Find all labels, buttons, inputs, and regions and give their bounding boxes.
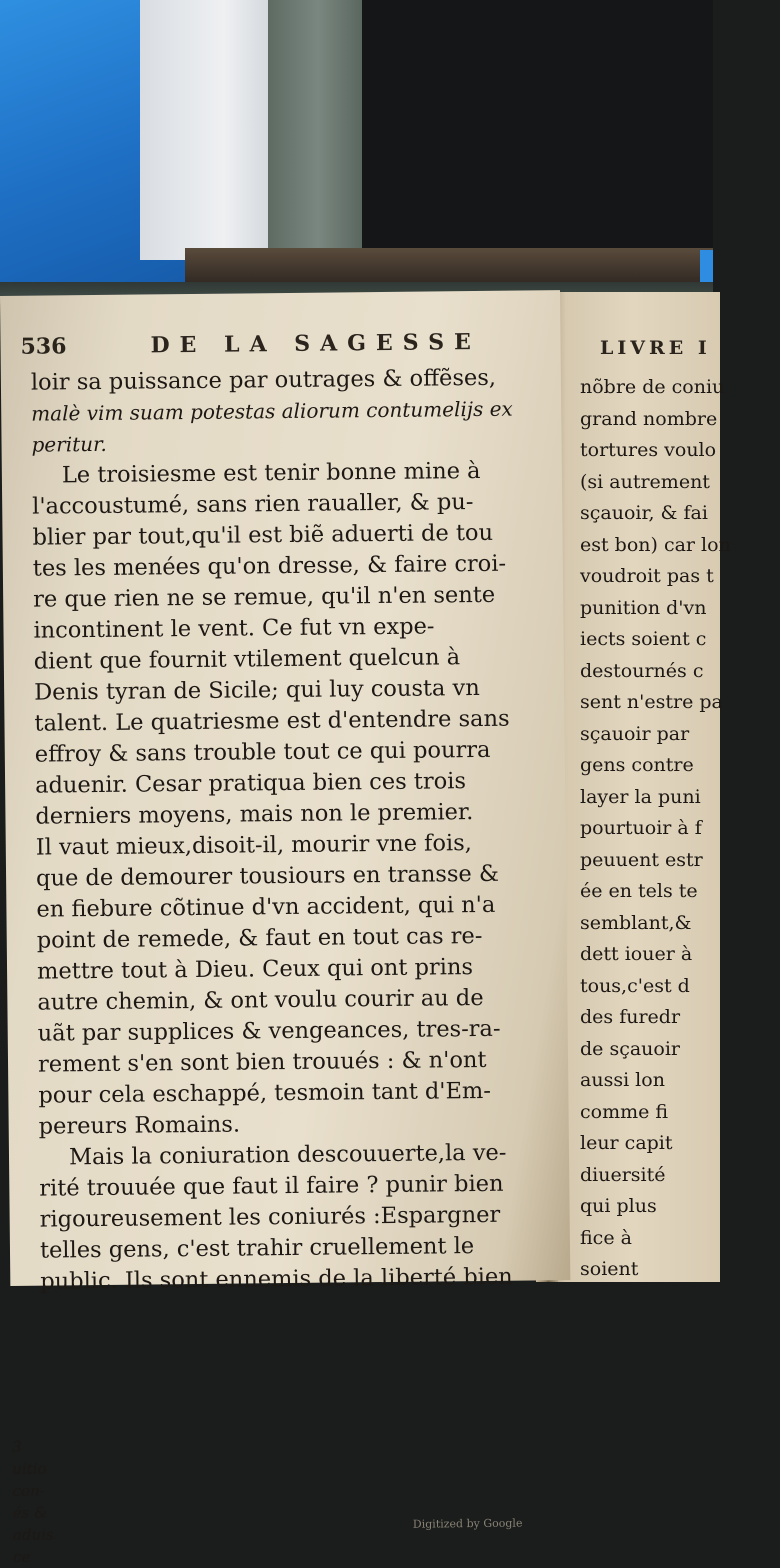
margin-note: aduis bbox=[12, 1525, 54, 1544]
text-line: rement s'en sont bien trouués : & n'ont bbox=[37, 1046, 487, 1078]
text-line: sçauoir, & fai bbox=[580, 502, 708, 524]
dark-background bbox=[362, 0, 713, 265]
text-line: nõbre de coniu bbox=[580, 376, 725, 398]
text-line: de sçauoir bbox=[580, 1037, 681, 1060]
margin-note: uitio bbox=[12, 1459, 47, 1478]
text-line: pereurs Romains. bbox=[38, 1111, 241, 1140]
text-line: layer la puni bbox=[580, 785, 701, 808]
text-line: pourtuoir à f bbox=[580, 817, 702, 839]
text-line: Mais la coniuration descouuerte,la ve- bbox=[68, 1139, 507, 1171]
page-number: 536 bbox=[20, 333, 67, 360]
text-line: comme fi bbox=[580, 1100, 669, 1123]
text-line: en fiebure cõtinue d'vn accident, qui n'a bbox=[36, 891, 496, 923]
text-line: re que rien ne se remue, qu'il n'en sente bbox=[33, 581, 496, 613]
text-line: leur capit bbox=[580, 1132, 673, 1154]
text-line: dett iouer à bbox=[580, 943, 693, 965]
text-line: est bon) car lon bbox=[580, 533, 731, 556]
text-line: aussi lon bbox=[580, 1069, 665, 1091]
text-line: Le troisiesme est tenir bonne mine à bbox=[61, 457, 481, 489]
running-title: DE LA SAGESSE bbox=[150, 328, 481, 359]
text-line: gens contre bbox=[580, 754, 694, 776]
right-running-title: LIVRE I bbox=[600, 337, 711, 359]
text-line: iects soient c bbox=[580, 628, 707, 650]
text-line: peritur. bbox=[31, 431, 107, 457]
text-line: (si autrement bbox=[580, 470, 710, 493]
margin-notes bbox=[12, 1436, 53, 1568]
text-line: peuuent estr bbox=[580, 848, 703, 871]
text-line: dient que fournit vtilement quelcun à bbox=[33, 644, 461, 675]
text-line: Il vaut mieux,disoit-il, mourir vne fois, bbox=[35, 830, 473, 861]
text-line: soient bbox=[580, 1258, 639, 1280]
text-line: telles gens, c'est trahir cruellement le bbox=[39, 1233, 475, 1264]
text-line: blier par tout,qu'il est biẽ aduerti de tou bbox=[32, 519, 494, 551]
text-line: effroy & sans trouble tout ce qui pourra bbox=[34, 736, 491, 768]
background-scene bbox=[0, 0, 713, 300]
text-line: qui plus bbox=[580, 1195, 657, 1217]
text-line: destournés c bbox=[580, 659, 704, 682]
text-line: pour cela eschappé, tesmoin tant d'Em- bbox=[38, 1077, 492, 1109]
text-line: grand nombre bbox=[580, 407, 718, 430]
green-board bbox=[268, 0, 368, 270]
text-line: ée en tels te bbox=[580, 880, 698, 902]
text-line: uãt par supplices & vengeances, tres-ra- bbox=[37, 1015, 501, 1047]
text-line: derniers moyens, mais non le premier. bbox=[35, 799, 474, 830]
text-line: l'accoustumé, sans rien raualler, & pu- bbox=[32, 489, 474, 520]
white-paper bbox=[140, 0, 280, 260]
text-line: tous,c'est d bbox=[580, 974, 690, 997]
text-line: semblant,& bbox=[580, 911, 692, 934]
margin-note: és & bbox=[12, 1503, 48, 1522]
text-line: tortures voulo bbox=[580, 439, 717, 461]
text-line: diuersité bbox=[580, 1163, 666, 1186]
text-line: sent n'estre pa bbox=[580, 691, 723, 713]
text-line: public. Ils sont ennemis de la liberté bien bbox=[40, 1263, 513, 1295]
text-line: rigoureusement les coniurés :Espargner bbox=[39, 1201, 501, 1233]
text-line: tes les menées qu'on dresse, & faire croi- bbox=[32, 550, 507, 582]
text-line: malè vim suam potestas aliorum contumelijs ex bbox=[31, 396, 513, 426]
digitized-watermark: Digitized by Google bbox=[412, 1516, 523, 1531]
margin-note: 3 bbox=[11, 1437, 22, 1456]
margin-note: ce bbox=[13, 1547, 31, 1566]
left-page-text bbox=[31, 362, 551, 1297]
text-line: autre chemin, & ont voulu courir au de bbox=[37, 984, 484, 1016]
text-line: talent. Le quatriesme est d'entendre sans bbox=[34, 705, 510, 737]
text-line: point de remede, & faut en tout cas re- bbox=[36, 922, 483, 954]
running-head bbox=[20, 328, 540, 363]
text-line: loir sa puissance par outrages & offẽses, bbox=[30, 364, 497, 396]
text-line: voudroit pas t bbox=[580, 565, 714, 587]
text-line: que de demourer tousiours en transse & bbox=[35, 860, 500, 892]
right-page-text bbox=[580, 372, 780, 1286]
text-line: aduenir. Cesar pratiqua bien ces trois bbox=[34, 768, 467, 799]
text-line: rité trouuée que faut il faire ? punir bien bbox=[39, 1170, 504, 1202]
text-line: fice à bbox=[580, 1226, 632, 1249]
text-line: incontinent le vent. Ce fut vn expe- bbox=[33, 613, 435, 644]
margin-note: con- bbox=[12, 1481, 45, 1500]
text-line: mettre tout à Dieu. Ceux qui ont prins bbox=[36, 954, 474, 985]
text-line: des furedr bbox=[580, 1006, 681, 1028]
text-line: Denis tyran de Sicile; qui luy cousta vn bbox=[34, 674, 480, 706]
text-line: punition d'vn bbox=[580, 596, 707, 619]
text-line: sçauoir par bbox=[580, 722, 690, 745]
left-page bbox=[0, 290, 570, 1566]
